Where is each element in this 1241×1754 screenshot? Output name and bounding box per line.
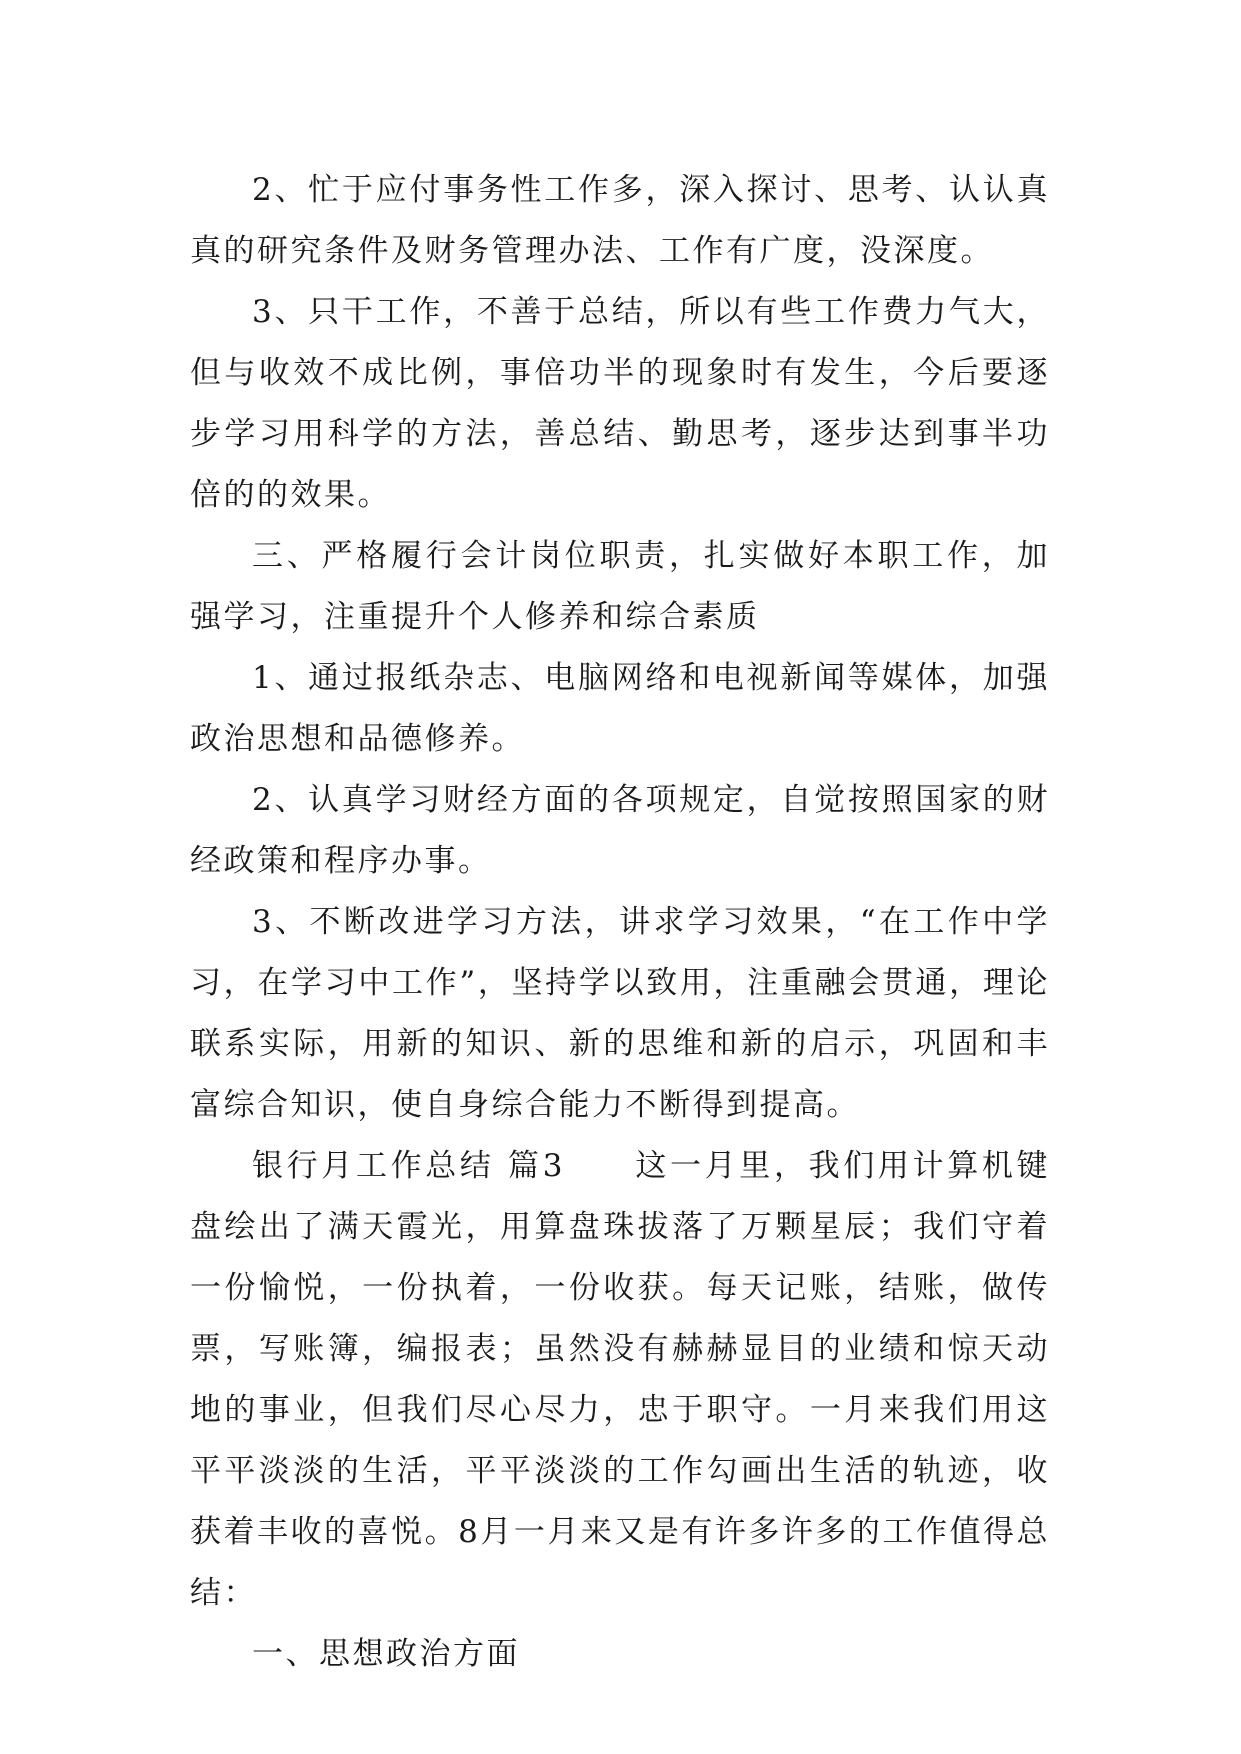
section-heading: 三、严格履行会计岗位职责，扎实做好本职工作，加强学习，注重提升个人修养和综合素质 bbox=[190, 538, 1050, 635]
paragraph: 3、只干工作，不善于总结，所以有些工作费力气大，但与收效不成比例，事倍功半的现象时有发生，今后要逐步学习用科学的方法，善总结、勤思考，逐步达到事半功倍的的效果。 bbox=[190, 294, 1050, 513]
paragraph: 1、通过报纸杂志、电脑网络和电视新闻等媒体，加强政治思想和品德修养。 bbox=[190, 660, 1050, 757]
section-heading: 一、思想政治方面 bbox=[252, 1636, 520, 1672]
paragraph: 银行月工作总结 篇3 这一月里，我们用计算机键盘绘出了满天霞光，用算盘珠拔落了万颗星辰；我们守着一份愉悦，一份执着，一份收获。每天记账，结账，做传票，写账簿，编报表；虽然没有赫赫显目的业绩和惊天动地的事业，但我们尽心尽力，忠于职守。一月来我们用这平平淡淡的生活，平平淡淡的工作勾画出生活的轨迹，收获着丰收的喜悦。8月一月来又是有许多许多的工作值得总结： bbox=[190, 1148, 1050, 1611]
paragraph: 3、不断改进学习方法，讲求学习效果，“在工作中学习，在学习中工作”，坚持学以致用，注重融会贯通，理论联系实际，用新的知识、新的思维和新的启示，巩固和丰富综合知识，使自身综合能力不断得到提高。 bbox=[190, 904, 1050, 1123]
paragraph: 2、忙于应付事务性工作多，深入探讨、思考、认认真真的研究条件及财务管理办法、工作有广度，没深度。 bbox=[190, 172, 1050, 269]
document-body bbox=[190, 160, 1050, 1685]
paragraph: 2、认真学习财经方面的各项规定，自觉按照国家的财经政策和程序办事。 bbox=[190, 782, 1050, 879]
